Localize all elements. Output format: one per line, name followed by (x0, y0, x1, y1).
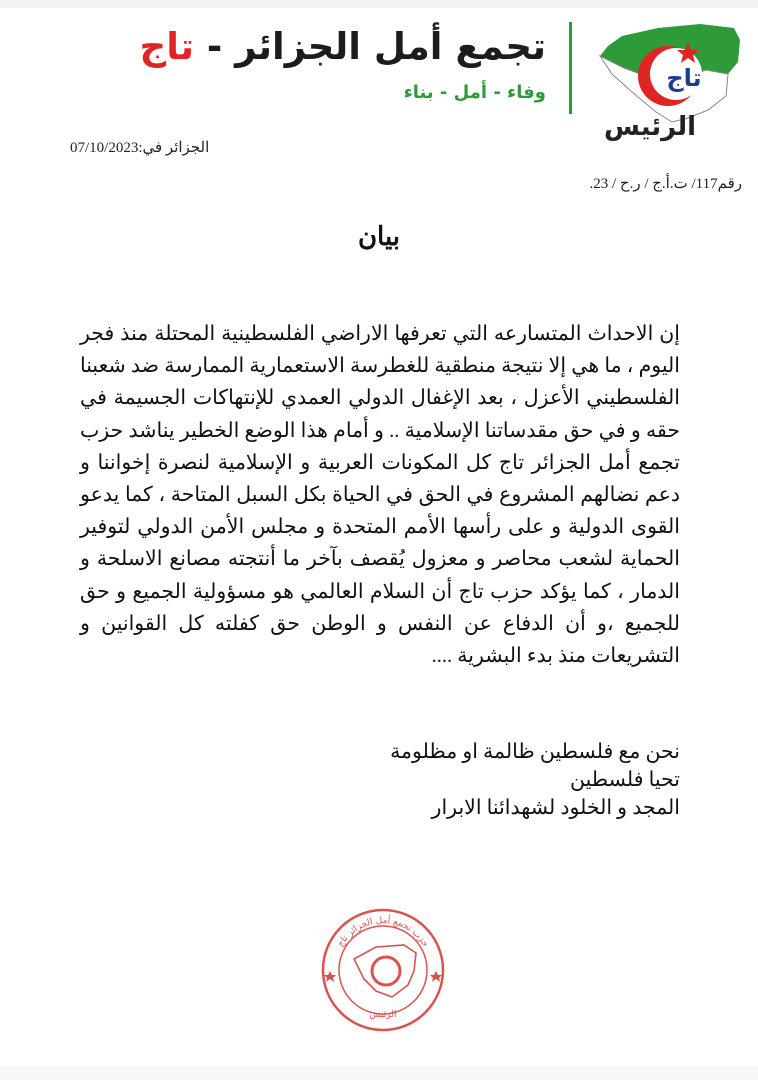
party-name-main: تجمع أمل الجزائر - (194, 25, 546, 68)
closing-lines (80, 738, 680, 822)
document-date: الجزائر في:07/10/2023 (70, 140, 210, 156)
party-name-accent: تاج (139, 25, 194, 68)
stamp-bottom-text: الرئيس (369, 1010, 397, 1020)
party-name-title (139, 25, 546, 68)
stamp-star-right-icon (430, 971, 442, 982)
bottom-strip (0, 1066, 758, 1080)
document-reference: رقم117/ ت.أ.ج / ر.ح / 23. (589, 176, 742, 192)
stamp-crescent (372, 957, 400, 985)
stamp-map-shape (354, 945, 416, 997)
logo-text: تاج (666, 64, 702, 92)
header-divider (569, 22, 572, 114)
closing-line: تحيا فلسطين (570, 769, 680, 791)
closing-line: نحن مع فلسطين ظالمة او مظلومة (390, 741, 680, 763)
president-label: الرئيس (604, 112, 696, 142)
official-stamp (318, 905, 448, 1035)
stamp-ring-text: حزب تجمع أمل الجزائر تاج (335, 915, 431, 949)
top-strip (0, 0, 758, 8)
closing-line: المجد و الخلود لشهدائنا الابرار (431, 797, 680, 819)
document-title: بيان (357, 222, 401, 251)
stamp-star-left-icon (324, 971, 336, 982)
statement-body: إن الاحداث المتسارعه التي تعرفها الاراضي الفلسطينية المحتلة منذ فجر اليوم ، ما هي إلا نتيجة منطقية للغطرسة الاستعمارية الممارسة ضد شعبنا الفلسطيني الأعزل ، بعد الإغفال الدولي العمدي للإنتهاكات الجسيمة في حقه و في حق مقدساتنا الإسلامية .. و أمام هذا الوضع الخطير يناشد حزب تجمع أمل الجزائر تاج كل المكونات العربية و الإسلامية لنصرة إخواننا و دعم نضالهم المشروع في الحق في الحياة بكل السبل المتاحة ، كما يدعو القوى الدولية و على رأسها الأمم المتحدة و مجلس الأمن الدولي لتوفير الحماية لشعب محاصر و معزول يُقصف بآخر ما أنتجته مصانع الاسلحة و الدمار ، كما يؤكد حزب تاج أن السلام العالمي هو مسؤولية الجميع و حق للجميع ،و أن الدفاع عن النفس و الوطن حق كفلته كل القوانين و التشريعات منذ بدء البشرية .... (80, 323, 680, 668)
party-slogan: وفاء - أمل - بناء (403, 82, 546, 103)
